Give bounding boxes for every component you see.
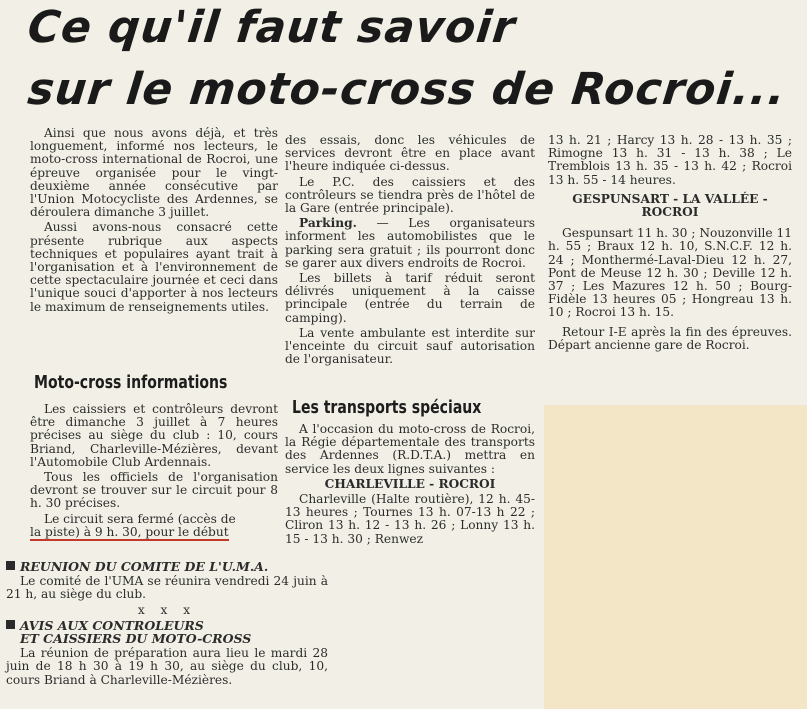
column-2 [285, 134, 535, 368]
square-bullet-icon [6, 561, 15, 570]
col2-paragraph-1: des essais, donc les véhicules de services devront être en place avant l'heure indiquée ci-dessus. [285, 133, 535, 174]
column-1-intro [30, 127, 278, 316]
info-paragraph-1: Les caissiers et contrôleurs devront être dimanche 3 juillet à 7 heures précises au siège du club : 10, cours Briand, Charleville-Mézières, devant l'Automobile Club Ardennais. [30, 402, 278, 469]
route-schedule-1: Charleville (Halte routière), 12 h. 45-13 heures ; Tournes 13 h. 07-13 h 22 ; Cliron 13 h. 12 - 13 h. 26 ; Lonny 13 h. 15 - 13 h. 30 ; Renwez [285, 492, 535, 546]
info-paragraph-3b [30, 526, 278, 539]
info-paragraph-2: Tous les officiels de l'organisation devront se trouver sur le circuit pour 8 h. 30 précises. [30, 470, 278, 511]
column-1-notices [6, 560, 328, 689]
col3-paragraph-1: 13 h. 21 ; Harcy 13 h. 28 - 13 h. 35 ; Rimogne 13 h. 31 - 13 h. 38 ; Le Tremblois 13 h. 35 - 13 h. 42 ; Rocroi 13 h. 55 - 14 heures. [548, 133, 792, 187]
route-title-gespunsart-line-1: GESPUNSART - LA VALLÉE - [572, 191, 768, 206]
notice-1-title-text: REUNION DU COMITE DE L'U.M.A. [20, 559, 269, 574]
return-notice: Retour I-E après la fin des épreuves. Départ ancienne gare de Rocroi. [548, 324, 792, 352]
subhead-moto-cross-informations: Moto-cross informations [34, 372, 228, 393]
headline-line-2: sur le moto-cross de Rocroi... [25, 64, 789, 115]
col2-paragraph-5: La vente ambulante est interdite sur l'enceinte du circuit sauf autorisation de l'organisateur. [285, 325, 535, 367]
subhead-transports-speciaux: Les transports spéciaux [292, 397, 482, 418]
notice-1-text: Le comité de l'UMA se réunira vendredi 24 juin à 21 h, au siège du club. [6, 574, 328, 602]
intro-paragraph-2: Aussi avons-nous consacré cette présente rubrique aux aspects techniques et populaires ayant trait à l'organisation et à l'environnement de cette spectaculaire journée et ceci dans l'unique souci d'apporter à nos lecteurs le maximum de renseignements utiles. [30, 220, 278, 314]
blank-cream-panel [544, 405, 807, 709]
column-2-transports [285, 423, 535, 548]
column-1-informations [30, 403, 278, 541]
route-title-charleville-rocroi: CHARLEVILLE - ROCROI [324, 476, 496, 491]
notice-2-title-line-1: AVIS AUX CONTROLEURS [20, 617, 204, 633]
notice-2-text: La réunion de préparation aura lieu le mardi 28 juin de 18 h 30 à 19 h 30, au siège du club, 10, cours Briand à Charleville-Mézières. [6, 646, 328, 687]
route-title-gespunsart-line-2: ROCROI [641, 205, 699, 220]
intro-paragraph-1: Ainsi que nous avons déjà, et très longuement, informé nos lecteurs, le moto-cross international de Rocroi, une épreuve organisée pour le vingt-deuxième année consécutive par l'Union Motocycliste des Ardennes, se déroulera dimanche 3 juillet. [30, 126, 278, 220]
underlined-text: la piste) à 9 h. 30, pour le début [30, 524, 229, 539]
column-3 [548, 134, 792, 354]
route-schedule-2: Gespunsart 11 h. 30 ; Nouzonville 11 h. 55 ; Braux 12 h. 10, S.N.C.F. 12 h. 24 ; Monthermé-Laval-Dieu 12 h. 27, Pont de Meuse 12 h. 30 ; Deville 12 h. 37 ; Les Mazures 12 h. 50 ; Bourg-Fidèle 13 heures 05 ; Hongreau 13 h. 10 ; Rocroi 13 h. 15. [548, 226, 792, 320]
transports-paragraph: A l'occasion du moto-cross de Rocroi, la Régie départementale des transports des Ardennes (R.D.T.A.) mettra en service les deux lignes suivantes : [285, 422, 535, 476]
separator: x x x [137, 602, 197, 617]
col2-paragraph-2: Le P.C. des caissiers et des contrôleurs se tiendra près de l'hôtel de la Gare (entrée principale). [285, 174, 535, 216]
notice-1-title [6, 560, 328, 573]
col2-paragraph-4: Les billets à tarif réduit seront délivrés uniquement à la caisse principale (entrée du terrain de camping). [285, 271, 535, 325]
parking-lead: Parking. [299, 216, 357, 231]
headline-line-1: Ce qu'il faut savoir [25, 2, 518, 53]
info-paragraph-3a: Le circuit sera fermé (accès de [44, 511, 236, 526]
square-bullet-icon [6, 620, 15, 629]
parking-text: — Les organisateurs informent les automobilistes que le parking sera gratuit ; ils pourront donc se garer aux divers endroits de Rocroi. [285, 216, 535, 270]
col2-parking [285, 217, 535, 270]
notice-2-title-line-2: ET CAISSIERS DU MOTO-CROSS [20, 631, 252, 647]
